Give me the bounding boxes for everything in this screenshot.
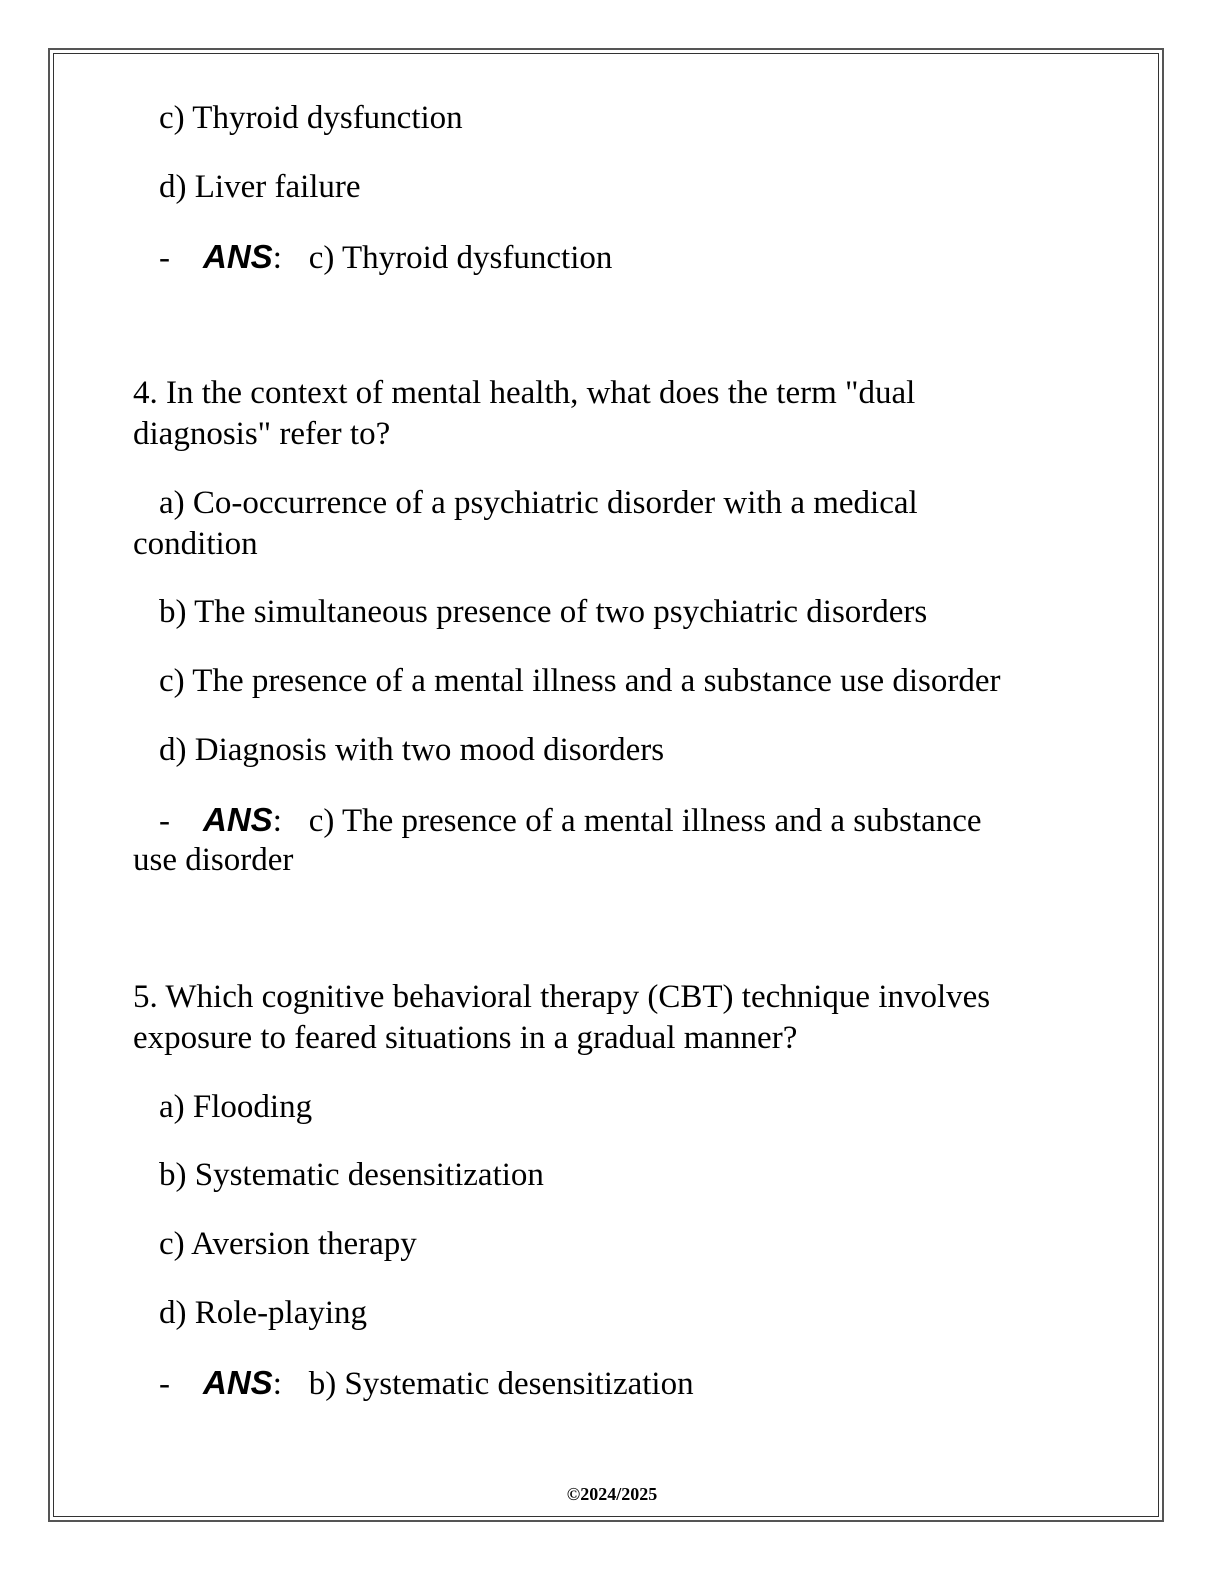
- q4-option-c: c) The presence of a mental illness and a substance use disorder: [159, 663, 1001, 699]
- footer-copyright: ©2024/2025: [566, 1484, 658, 1504]
- q4-question-line2: diagnosis" refer to?: [133, 416, 391, 452]
- q4-answer: [133, 799, 1119, 842]
- q4-option-a-line2: condition: [133, 526, 258, 562]
- answer-label: ANS: [203, 801, 273, 838]
- answer-text: c) Thyroid dysfunction: [308, 240, 613, 276]
- answer-text: b) Systematic desensitization: [308, 1366, 694, 1402]
- q5-question-line2: exposure to feared situations in a gradual manner?: [133, 1020, 798, 1056]
- q5-answer: [133, 1362, 1119, 1405]
- q5-question-line1: 5. Which cognitive behavioral therapy (CBT) technique involves: [133, 979, 991, 1015]
- answer-colon: :: [272, 1366, 282, 1402]
- q4-question-line1: 4. In the context of mental health, what does the term "dual: [133, 375, 916, 411]
- answer-colon: :: [272, 240, 282, 276]
- answer-text: c) The presence of a mental illness and a substance: [308, 803, 982, 839]
- q3-answer: [133, 236, 1119, 279]
- q5-option-c: c) Aversion therapy: [159, 1226, 417, 1262]
- q5-option-d: d) Role-playing: [159, 1295, 368, 1331]
- answer-dash: -: [159, 1366, 170, 1402]
- q4-option-a-line1: a) Co-occurrence of a psychiatric disorder with a medical: [159, 485, 918, 521]
- answer-colon: :: [272, 803, 282, 839]
- answer-label: ANS: [203, 1364, 273, 1401]
- q3-option-d: d) Liver failure: [159, 169, 361, 205]
- q5-option-a: a) Flooding: [159, 1089, 313, 1125]
- q3-option-c: c) Thyroid dysfunction: [159, 100, 463, 136]
- q4-option-d: d) Diagnosis with two mood disorders: [159, 732, 665, 768]
- answer-label: ANS: [203, 238, 273, 275]
- q4-answer-line2: use disorder: [133, 842, 294, 878]
- answer-dash: -: [159, 240, 170, 276]
- q4-option-b: b) The simultaneous presence of two psychiatric disorders: [159, 594, 928, 630]
- q5-option-b: b) Systematic desensitization: [159, 1157, 544, 1193]
- answer-dash: -: [159, 803, 170, 839]
